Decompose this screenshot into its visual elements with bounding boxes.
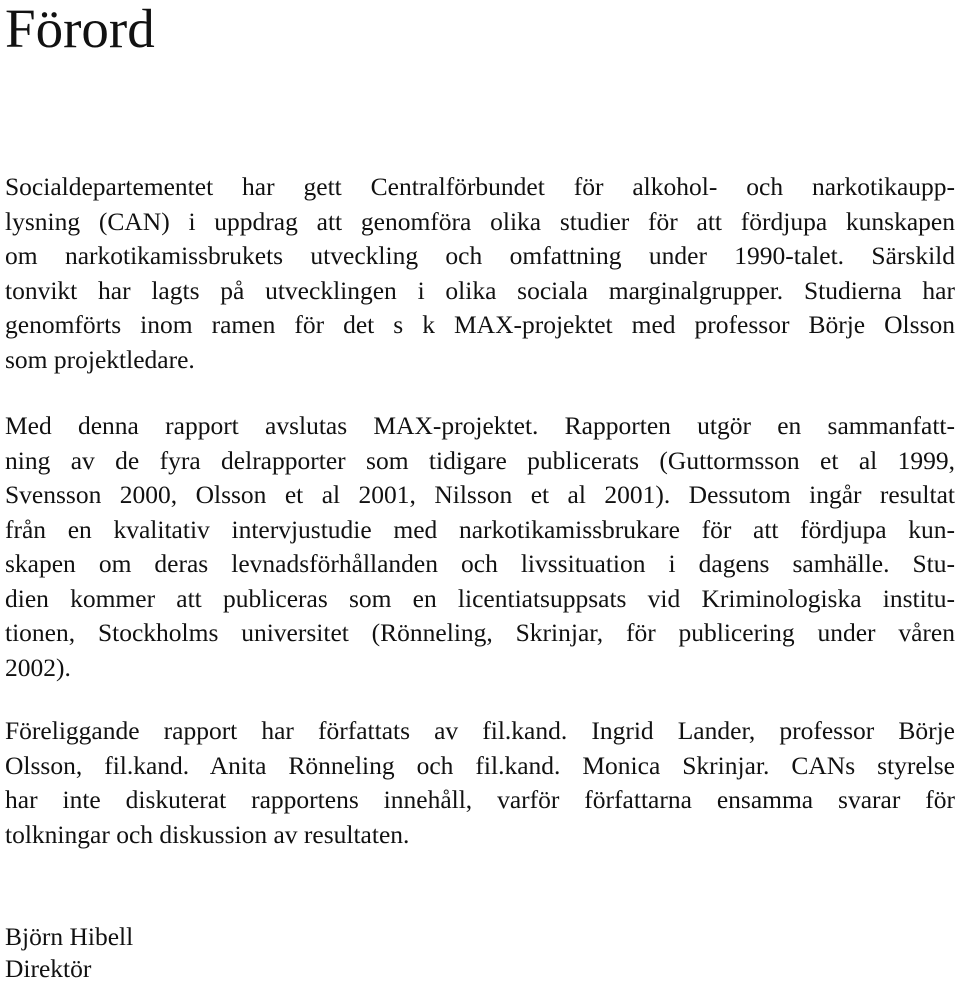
signature-name: Björn Hibell	[5, 922, 134, 951]
paragraph-line: Svensson 2000, Olsson et al 2001, Nilsson et al 2001). Dessutom ingår resultat	[5, 480, 955, 509]
page-title: Förord	[5, 0, 155, 59]
paragraph-line: som projektledare.	[5, 344, 195, 374]
paragraph-line: tonvikt har lagts på utvecklingen i olika sociala marginalgrupper. Studierna har	[5, 275, 955, 305]
paragraph-line: Med denna rapport avslutas MAX-projektet. Rapporten utgör en sammanfatt-	[5, 411, 955, 440]
paragraph-line: Socialdepartementet har gett Centralförbundet för alkohol- och narkotikaupp-	[5, 172, 955, 201]
paragraph-line: har inte diskuterat rapportens innehåll, varför författarna ensamma svarar för	[5, 785, 955, 814]
paragraph-3	[5, 714, 955, 852]
paragraph-1	[5, 170, 955, 377]
paragraph-line: lysning (CAN) i uppdrag att genomföra olika studier för att fördjupa kunskapen	[5, 206, 955, 236]
signature-role: Direktör	[5, 954, 92, 983]
paragraph-line: om narkotikamissbrukets utveckling och omfattning under 1990-talet. Särskild	[5, 241, 955, 270]
paragraph-line: tolkningar och diskussion av resultaten.	[5, 819, 410, 849]
paragraph-line: Olsson, fil.kand. Anita Rönneling och fil.kand. Monica Skrinjar. CANs styrelse	[5, 750, 955, 780]
paragraph-line: genomförts inom ramen för det s k MAX-projektet med professor Börje Olsson	[5, 310, 955, 339]
paragraph-2	[5, 409, 955, 685]
paragraph-line: från en kvalitativ intervjustudie med narkotikamissbrukare för att fördjupa kun-	[5, 514, 955, 544]
paragraph-line: Föreliggande rapport har författats av fil.kand. Ingrid Lander, professor Börje	[5, 716, 955, 745]
paragraph-line: 2002).	[5, 652, 71, 682]
paragraph-line: skapen om deras levnadsförhållanden och livssituation i dagens samhälle. Stu-	[5, 549, 955, 578]
paragraph-line: ning av de fyra delrapporter som tidigare publicerats (Guttormsson et al 1999,	[5, 445, 955, 475]
paragraph-line: tionen, Stockholms universitet (Rönneling, Skrinjar, för publicering under våren	[5, 618, 955, 647]
paragraph-line: dien kommer att publiceras som en licentiatsuppsats vid Kriminologiska institu-	[5, 583, 955, 613]
